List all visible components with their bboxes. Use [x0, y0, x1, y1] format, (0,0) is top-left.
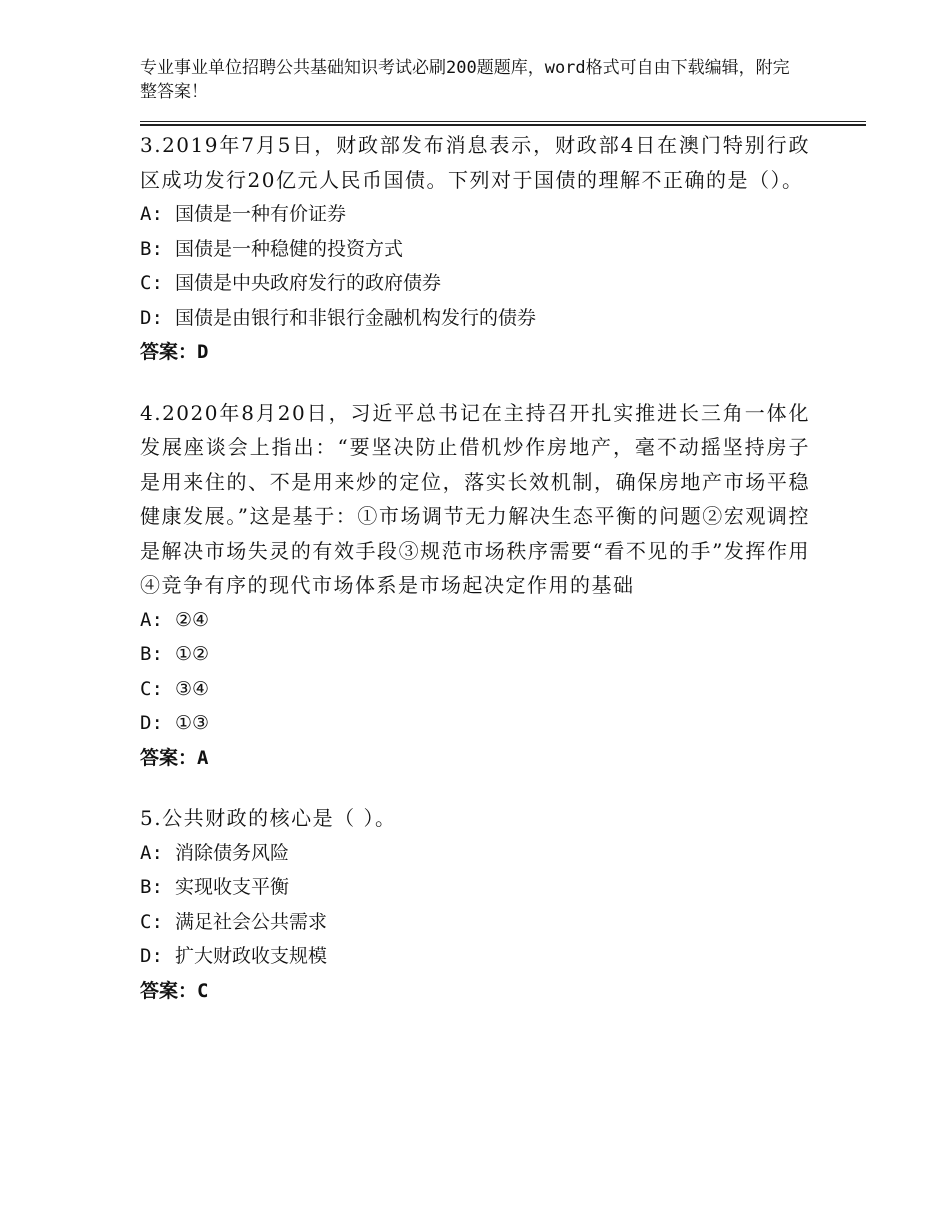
option-key: D: [140, 306, 163, 329]
answer-value: C [197, 979, 209, 1002]
option-key: B: [140, 237, 163, 260]
option-c [140, 266, 810, 301]
option-a [140, 197, 810, 232]
question-4 [140, 396, 810, 776]
document-header: 专业事业单位招聘公共基础知识考试必刷200题题库，word格式可自由下载编辑，附完整答案！ [140, 58, 790, 102]
option-c [140, 672, 810, 707]
option-d [140, 301, 810, 336]
option-b [140, 232, 810, 267]
option-key: A: [140, 841, 163, 864]
option-text: 国债是一种稳健的投资方式 [174, 237, 403, 260]
option-text: 实现收支平衡 [174, 876, 289, 898]
answer-line [140, 974, 810, 1009]
option-key: D: [140, 712, 163, 734]
option-text: ①② [174, 643, 210, 665]
option-a [140, 836, 810, 871]
question-3 [140, 128, 810, 370]
option-key: C: [140, 677, 163, 700]
option-c [140, 905, 810, 940]
option-key: D: [140, 945, 163, 967]
option-text: 扩大财政收支规模 [174, 945, 327, 967]
answer-value: A [197, 746, 209, 769]
option-text: 国债是中央政府发行的政府债券 [174, 272, 441, 294]
answer-value: D [197, 341, 209, 363]
option-key: B: [140, 643, 163, 665]
answer-label: 答案： [140, 341, 198, 363]
answer-line [140, 335, 810, 370]
option-text: ①③ [174, 712, 210, 734]
answer-label: 答案： [140, 979, 198, 1002]
option-text: 满足社会公共需求 [174, 910, 327, 933]
option-text: 国债是由银行和非银行金融机构发行的债券 [174, 306, 536, 329]
option-text: 国债是一种有价证券 [174, 203, 346, 225]
option-key: A: [140, 203, 163, 225]
option-key: C: [140, 272, 163, 294]
option-b [140, 870, 810, 905]
option-text: ②④ [174, 608, 210, 631]
answer-line [140, 741, 810, 776]
question-stem: 4.2020年8月20日，习近平总书记在主持召开扎实推进长三角一体化发展座谈会上指出：“要坚决防止借机炒作房地产，毫不动摇坚持房子是用来住的、不是用来炒的定位，落实长效机制，确保房地产市场平稳健康发展。”这是基于：①市场调节无力解决生态平衡的问题②宏观调控是解决市场失灵的有效手段③规范市场秩序需要“看不见的手”发挥作用④竞争有序的现代市场体系是市场起决定作用的基础 [140, 400, 810, 597]
option-d [140, 706, 810, 741]
header-divider-thick [140, 124, 866, 126]
option-a [140, 603, 810, 638]
option-text: 消除债务风险 [174, 841, 289, 864]
answer-label: 答案： [140, 746, 198, 769]
option-key: A: [140, 608, 163, 631]
question-stem: 3.2019年7月5日，财政部发布消息表示，财政部4日在澳门特别行政区成功发行20亿元人民币国债。下列对于国债的理解不正确的是（）。 [140, 133, 810, 192]
question-list [140, 128, 810, 1034]
header-divider-thin [140, 121, 866, 122]
option-d [140, 939, 810, 974]
question-5 [140, 801, 810, 1008]
option-key: C: [140, 910, 163, 933]
option-b [140, 637, 810, 672]
question-stem: 5.公共财政的核心是（ ）。 [140, 806, 397, 830]
option-key: B: [140, 876, 163, 898]
option-text: ③④ [174, 677, 210, 700]
